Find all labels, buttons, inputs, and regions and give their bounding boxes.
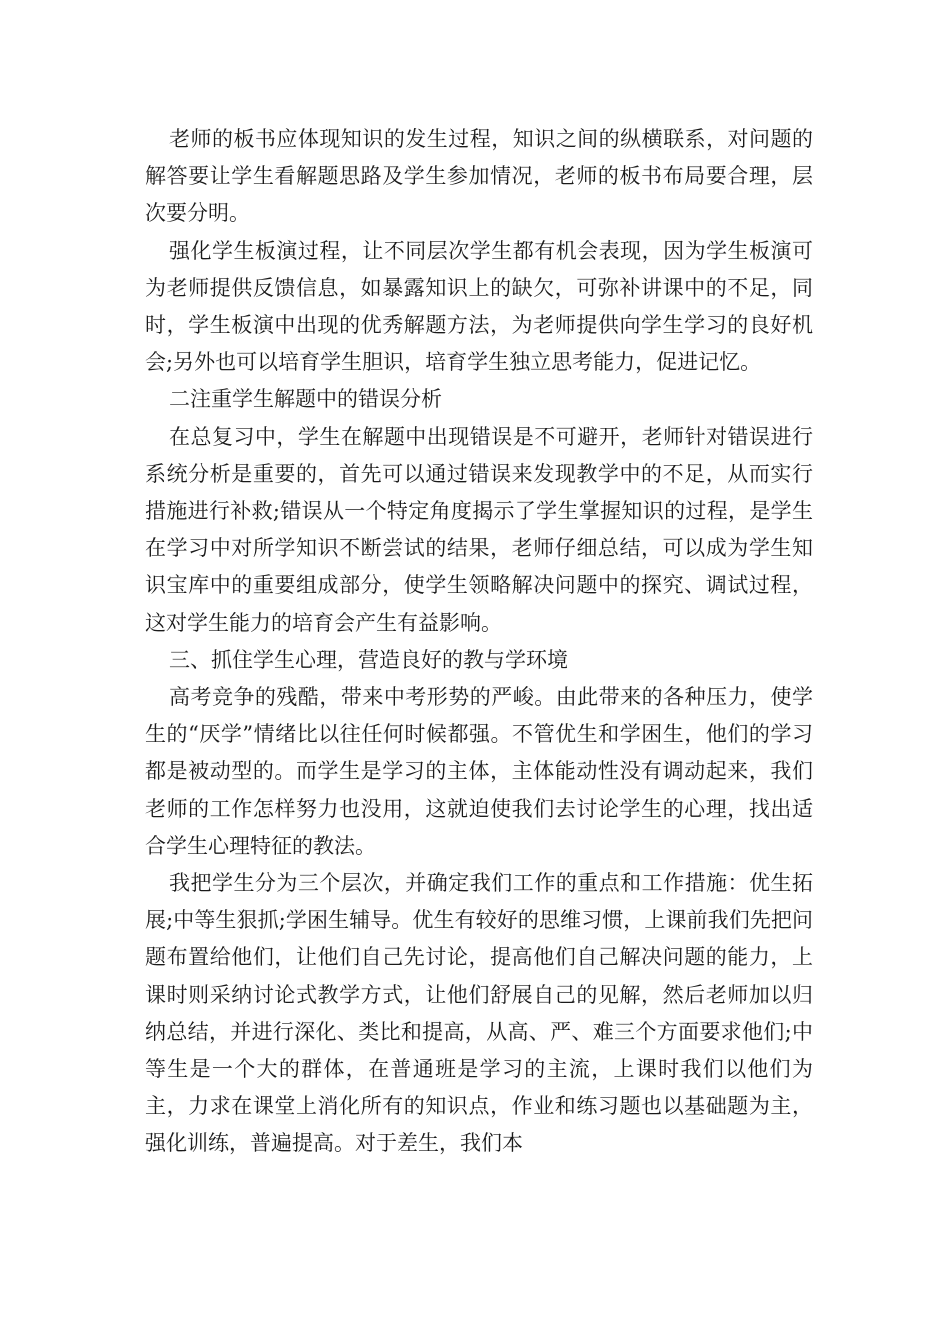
paragraph-student-board-practice: 强化学生板演过程，让不同层次学生都有机会表现，因为学生板演可为老师提供反馈信息，如暴露知识上的缺欠，可弥补讲课中的不足，同时，学生板演中出现的优秀解题方法，为老师提供向学生学习的良好机会;另外也可以培育学生胆识，培育学生独立思考能力，促进记忆。 xyxy=(145,238,813,375)
section-heading-error-analysis: 二注重学生解题中的错误分析 xyxy=(169,387,442,412)
paragraph-exam-pressure: 高考竞争的残酷，带来中考形势的严峻。由此带来的各种压力，使学生的“厌学”情绪比以往任何时候都强。不管优生和学困生，他们的学习都是被动型的。而学生是学习的主体，主体能动性没有调动起来，我们老师的工作怎样努力也没用，这就迫使我们去讨论学生的心理，找出适合学生心理特征的教法。 xyxy=(145,685,813,858)
paragraph-student-levels: 我把学生分为三个层次，并确定我们工作的重点和工作措施：优生拓展;中等生狠抓;学困生辅导。优生有较好的思维习惯，上课前我们先把问题布置给他们，让他们自己先讨论，提高他们自己解决问题的能力，上课时则采纳讨论式教学方式，让他们舒展自己的见解，然后老师加以归纳总结，并进行深化、类比和提高，从高、严、难三个方面要求他们;中等生是一个大的群体，在普通班是学习的主流，上课时我们以他们为主，力求在课堂上消化所有的知识点，作业和练习题也以基础题为主，强化训练，普遍提高。对于差生，我们本 xyxy=(145,871,813,1156)
document-body xyxy=(145,121,813,1163)
paragraph-error-analysis: 在总复习中，学生在解题中出现错误是不可避开，老师针对错误进行系统分析是重要的，首先可以通过错误来发现教学中的不足，从而实行措施进行补救;错误从一个特定角度揭示了学生掌握知识的过程，是学生在学习中对所学知识不断尝试的结果，老师仔细总结，可以成为学生知识宝库中的重要组成部分，使学生领略解决问题中的探究、调试过程，这对学生能力的培育会产生有益影响。 xyxy=(145,424,813,635)
section-heading-student-psychology: 三、抓住学生心理，营造良好的教与学环境 xyxy=(169,647,568,672)
paragraph-blackboard-writing: 老师的板书应体现知识的发生过程，知识之间的纵横联系，对问题的解答要让学生看解题思路及学生参加情况，老师的板书布局要合理，层次要分明。 xyxy=(145,127,813,226)
